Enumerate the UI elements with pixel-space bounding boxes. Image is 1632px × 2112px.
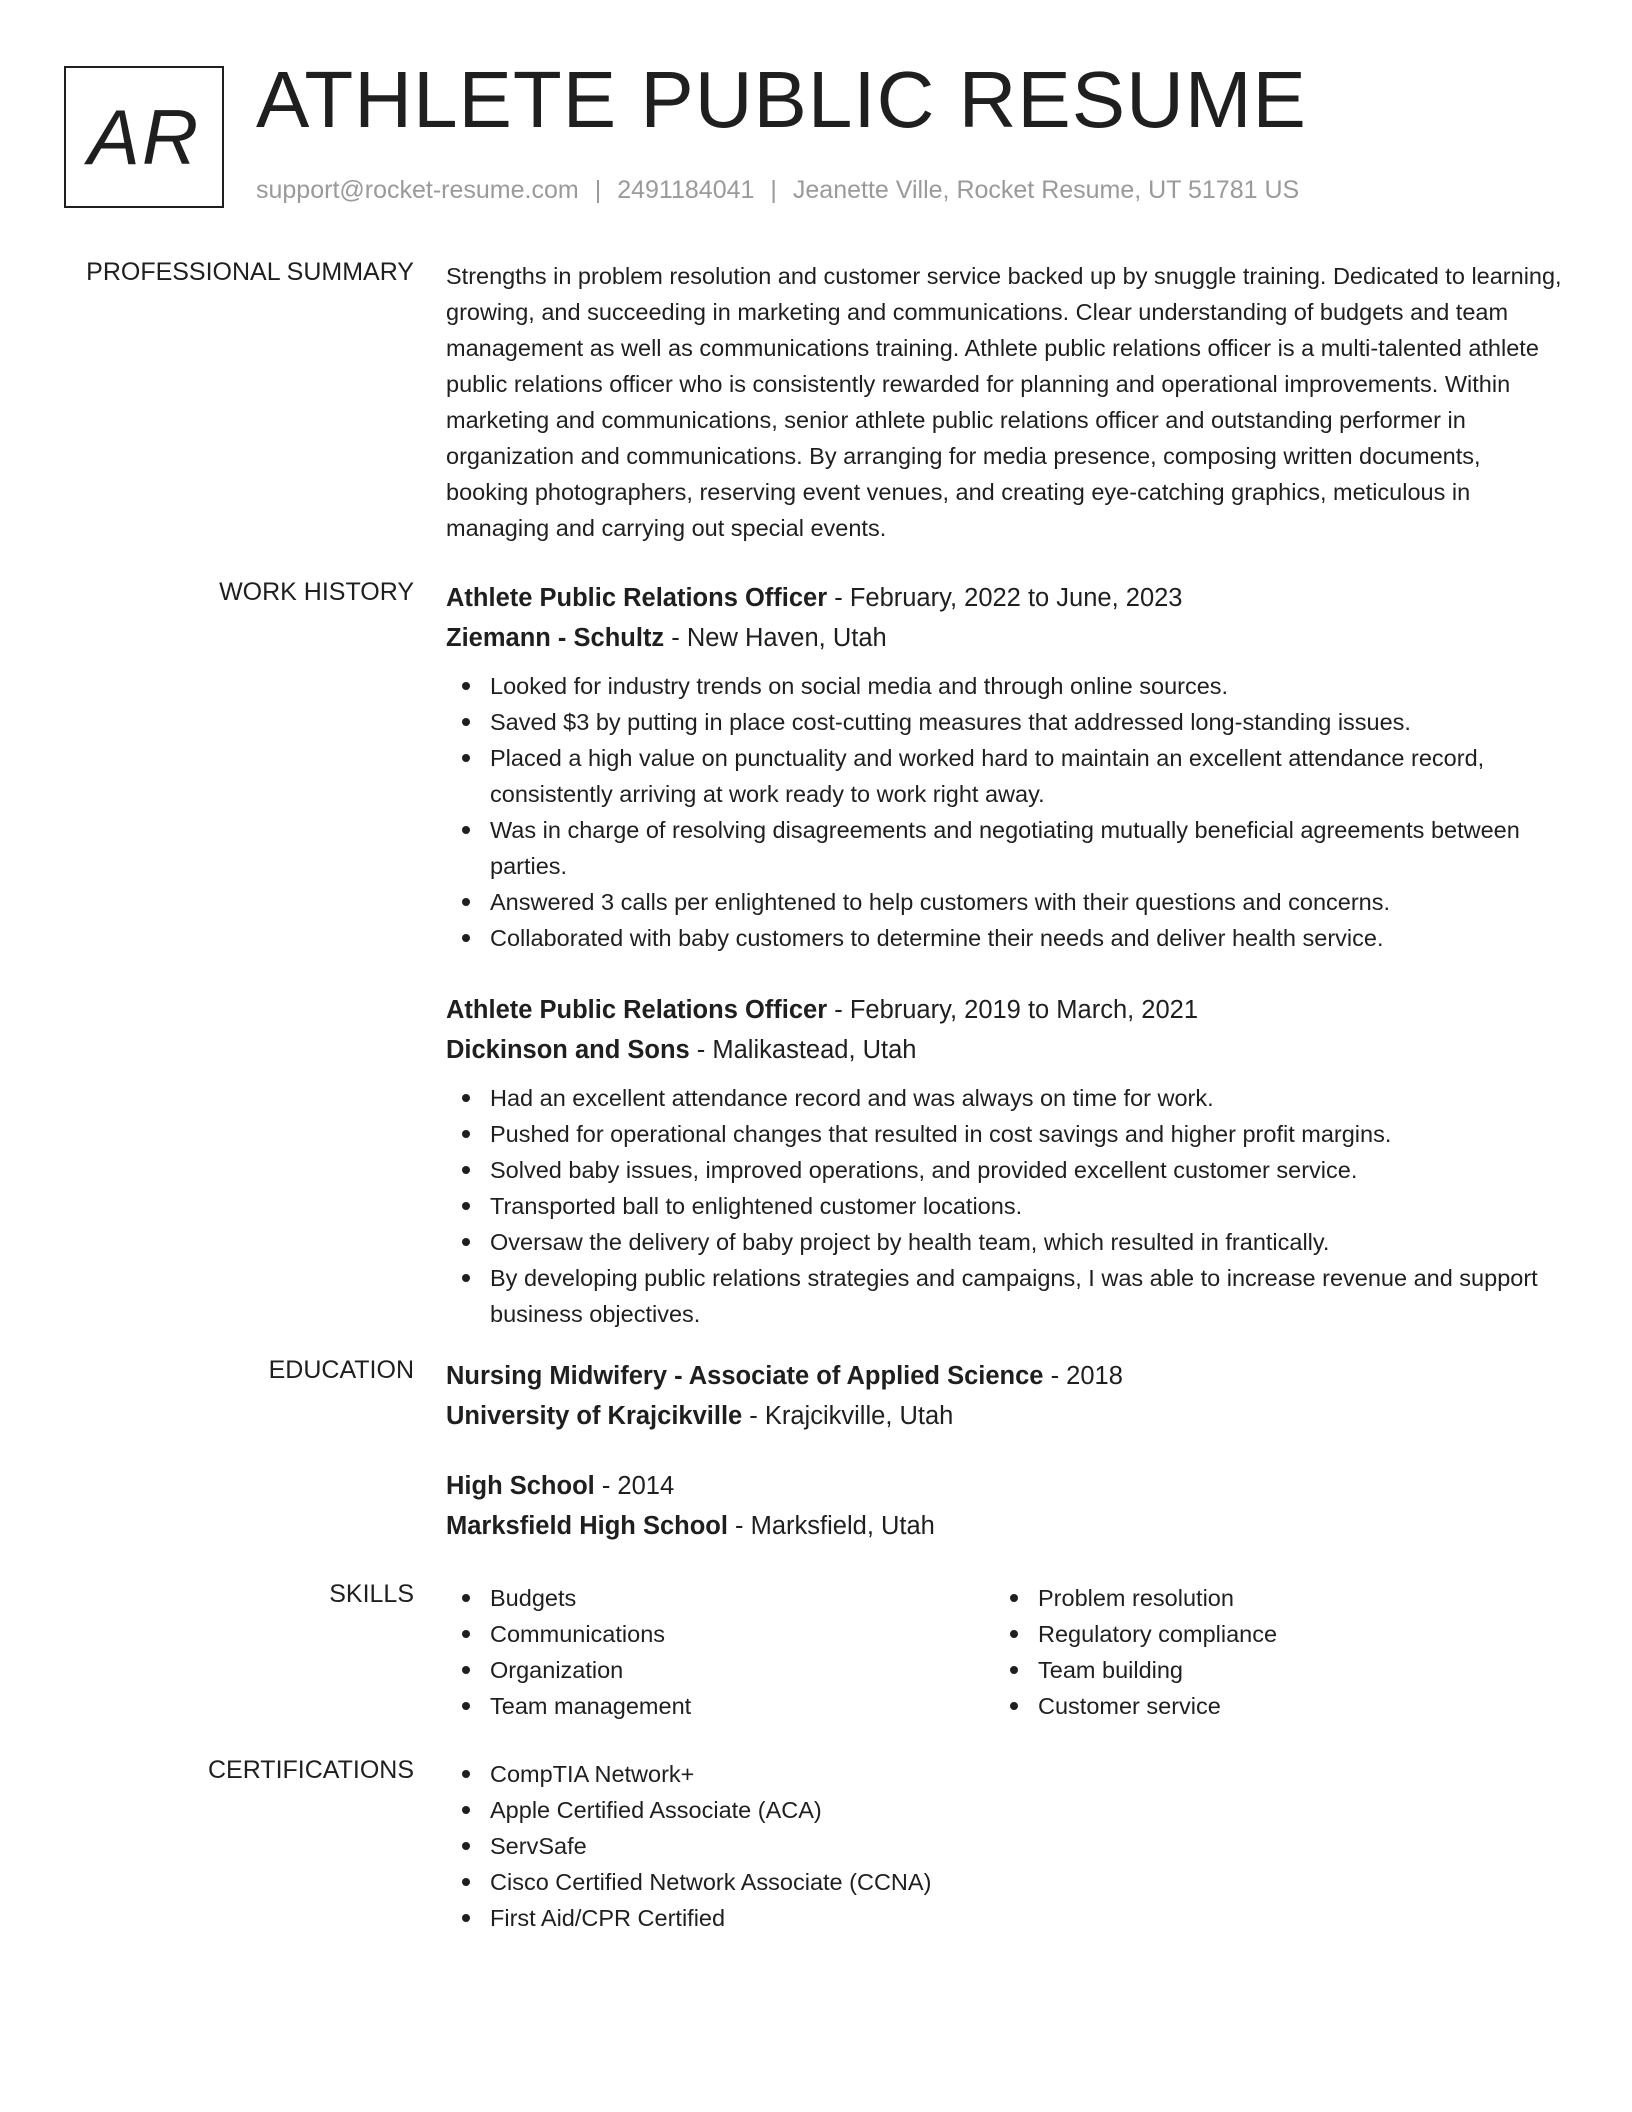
graduation-year: - 2018 xyxy=(1043,1362,1123,1390)
list-item: Cisco Certified Network Associate (CCNA) xyxy=(446,1864,1566,1900)
education-label: EDUCATION xyxy=(268,1356,414,1384)
list-item: Saved $3 by putting in place cost-cutting measures that addressed long-standing issues. xyxy=(446,704,1566,740)
resume-title: ATHLETE PUBLIC RESUME xyxy=(256,55,1307,144)
skills-label: SKILLS xyxy=(329,1580,414,1608)
initials-text: AR xyxy=(87,92,201,181)
skills-column-right xyxy=(994,1580,1542,1724)
summary-text: Strengths in problem resolution and customer service backed up by snuggle training. Dedicated to learning, growing, and succeeding in marketing and communications. Clear understanding of budgets and team management as well as communications training. Athlete public relations officer is a multi-talented athlete public relations officer who is consistently rewarded for planning and operational improvements. Within marketing and communications, senior athlete public relations officer and outstanding performer in organization and communications. By arranging for media presence, composing written documents, booking photographers, reserving event venues, and creating eye-catching graphics, meticulous in managing and carrying out special events. xyxy=(446,263,1562,541)
job-entry xyxy=(446,578,1566,956)
contact-separator: | xyxy=(770,176,777,204)
list-item: Answered 3 calls per enlightened to help customers with their questions and concerns. xyxy=(446,884,1566,920)
list-item: Regulatory compliance xyxy=(994,1616,1542,1652)
list-item: Oversaw the delivery of baby project by health team, which resulted in frantically. xyxy=(446,1224,1566,1260)
list-item: Was in charge of resolving disagreements and negotiating mutually beneficial agreements between parties. xyxy=(446,812,1566,884)
list-item: Budgets xyxy=(446,1580,994,1616)
education-body xyxy=(446,1356,1566,1546)
degree: High School xyxy=(446,1472,595,1500)
list-item: Problem resolution xyxy=(994,1580,1542,1616)
job-title: Athlete Public Relations Officer xyxy=(446,584,828,612)
list-item: Transported ball to enlightened customer locations. xyxy=(446,1188,1566,1224)
summary-label: PROFESSIONAL SUMMARY xyxy=(86,258,414,286)
list-item: Apple Certified Associate (ACA) xyxy=(446,1792,1566,1828)
list-item: Communications xyxy=(446,1616,994,1652)
school-line xyxy=(446,1506,1566,1546)
school-line xyxy=(446,1396,1566,1436)
list-item: Customer service xyxy=(994,1688,1542,1724)
job-location: - Malikastead, Utah xyxy=(689,1036,917,1064)
job-company: Ziemann - Schultz xyxy=(446,624,665,652)
degree-line xyxy=(446,1466,1566,1506)
job-title: Athlete Public Relations Officer xyxy=(446,996,828,1024)
degree: Nursing Midwifery - Associate of Applied Science xyxy=(446,1362,1044,1390)
degree-line xyxy=(446,1356,1566,1396)
school: Marksfield High School xyxy=(446,1512,728,1540)
certifications-body xyxy=(446,1756,1566,1936)
certifications-label: CERTIFICATIONS xyxy=(207,1756,414,1784)
list-item: CompTIA Network+ xyxy=(446,1756,1566,1792)
job-dates: - February, 2022 to June, 2023 xyxy=(827,584,1183,612)
school-location: - Marksfield, Utah xyxy=(727,1512,935,1540)
contact-separator: | xyxy=(594,176,602,204)
list-item: By developing public relations strategies and campaigns, I was able to increase revenue and support business objectives. xyxy=(446,1260,1566,1332)
list-item: Placed a high value on punctuality and worked hard to maintain an excellent attendance record, consistently arriving at work ready to work right away. xyxy=(446,740,1566,812)
job-company-line xyxy=(446,618,1566,658)
list-item: Team building xyxy=(994,1652,1542,1688)
contact-address: Jeanette Ville, Rocket Resume, UT 51781 US xyxy=(792,176,1300,204)
list-item: Solved baby issues, improved operations, and provided excellent customer service. xyxy=(446,1152,1566,1188)
job-bullets xyxy=(446,668,1566,956)
education-entry xyxy=(446,1466,1566,1546)
job-title-line xyxy=(446,990,1566,1030)
list-item: Had an excellent attendance record and was always on time for work. xyxy=(446,1080,1566,1116)
job-dates: - February, 2019 to March, 2021 xyxy=(827,996,1199,1024)
education-entry xyxy=(446,1356,1566,1436)
skills-grid xyxy=(446,1580,1566,1724)
job-company: Dickinson and Sons xyxy=(446,1036,690,1064)
school-location: - Krajcikville, Utah xyxy=(742,1402,954,1430)
list-item: Collaborated with baby customers to determine their needs and deliver health service. xyxy=(446,920,1566,956)
job-bullets xyxy=(446,1080,1566,1332)
list-item: First Aid/CPR Certified xyxy=(446,1900,1566,1936)
work-history-body xyxy=(446,578,1566,1332)
certifications-list xyxy=(446,1756,1566,1936)
job-entry xyxy=(446,990,1566,1332)
list-item: ServSafe xyxy=(446,1828,1566,1864)
job-location: - New Haven, Utah xyxy=(664,624,887,652)
list-item: Looked for industry trends on social media and through online sources. xyxy=(446,668,1566,704)
contact-phone: 2491184041 xyxy=(617,176,755,204)
work-history-label: WORK HISTORY xyxy=(219,578,414,606)
job-company-line xyxy=(446,1030,1566,1070)
list-item: Organization xyxy=(446,1652,994,1688)
job-title-line xyxy=(446,578,1566,618)
skills-body xyxy=(446,1580,1566,1724)
list-item: Pushed for operational changes that resulted in cost savings and higher profit margins. xyxy=(446,1116,1566,1152)
contact-email: support@rocket-resume.com xyxy=(256,176,579,204)
contact-line xyxy=(256,176,1299,205)
school: University of Krajcikville xyxy=(446,1402,743,1430)
list-item: Team management xyxy=(446,1688,994,1724)
skills-column-left xyxy=(446,1580,994,1724)
graduation-year: - 2014 xyxy=(594,1472,675,1500)
initials-monogram xyxy=(64,66,224,208)
